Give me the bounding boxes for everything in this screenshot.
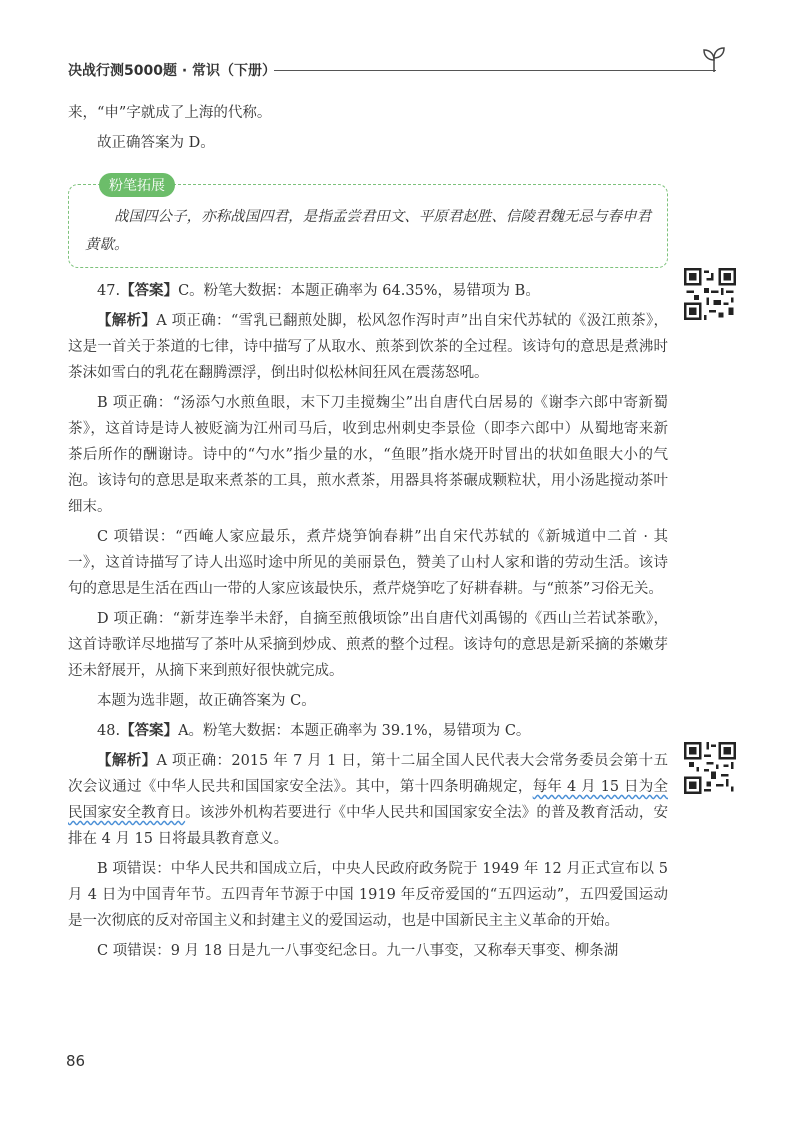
qr-code-icon[interactable] (684, 268, 736, 320)
extension-tag: 粉笔拓展 (99, 173, 175, 197)
q48-analysis-label: 【解析】 (97, 752, 157, 769)
q48-option-b: B 项错误：中华人民共和国成立后，中央人民政府政务院于 1949 年 12 月正式宣布以 5 月 4 日为中国青年节。五四青年节源于中国 1919 年反帝爱国的“五四运动”，五四爱国运动是一次彻底的反对帝国主义和封建主义的爱国运动，也是中国新民主主义革命的开始。 (68, 861, 668, 929)
qr-code-icon[interactable] (684, 742, 736, 794)
q47-analysis-a (68, 308, 668, 386)
q48-answer-label: 【答案】 (120, 722, 179, 739)
page-number: 86 (66, 1052, 86, 1070)
q47-answer-line (68, 278, 668, 304)
q47-analysis-label: 【解析】 (97, 312, 157, 329)
leaf-icon (700, 46, 728, 74)
page-content (68, 100, 668, 964)
qr-code-graphic (684, 742, 736, 794)
header-rule (274, 70, 716, 71)
q48-option-a-pre: A 项正确：2015 年 7 月 1 日，第十二届全国人民代表大会常务委员会第十五次会议通过《中华人民共和国国家安全法》。其中，第十四条明确规定， (68, 753, 668, 795)
q48-analysis-a (68, 748, 668, 852)
q47-answer-text: C。粉笔大数据：本题正确率为 64.35%，易错项为 B。 (178, 283, 540, 299)
extension-box (68, 178, 668, 268)
q48-option-c: C 项错误：9 月 18 日是九一八事变纪念日。九一八事变，又称奉天事变、柳条湖 (97, 943, 619, 959)
q47-conclusion: 本题为选非题，故正确答案为 C。 (97, 693, 316, 709)
intro-line-1: 来，“申”字就成了上海的代称。 (68, 105, 272, 121)
q48-highlight: 每年 4 月 15 日为全民国家安全教育日 (68, 779, 668, 821)
extension-text: 战国四公子，亦称战国四君，是指孟尝君田文、平原君赵胜、信陵君魏无忌与春申君黄歇。 (85, 209, 651, 253)
q47-option-d: D 项正确：“新芽连拳半未舒，自摘至煎俄顷馀”出自唐代刘禹锡的《西山兰若试茶歌》，这首诗歌详尽地描写了茶叶从采摘到炒成、煎煮的整个过程。该诗句的意思是新采摘的茶嫩芽还未舒展开，从摘下来到煎好很快就完成。 (68, 611, 668, 679)
q47-number: 47. (97, 283, 121, 299)
q48-answer-text: A。粉笔大数据：本题正确率为 39.1%，易错项为 C。 (178, 723, 531, 739)
intro-line-2: 故正确答案为 D。 (97, 135, 215, 151)
q48-number: 48. (97, 723, 121, 739)
q47-option-a: A 项正确：“雪乳已翻煎处脚，松风忽作泻时声”出自宋代苏轼的《汲江煎茶》，这是一首关于茶道的七律，诗中描写了从取水、煎茶到饮茶的全过程。该诗句的意思是煮沸时茶沫如雪白的乳花在翻腾漂浮，倒出时似松林间狂风在震荡怒吼。 (68, 313, 669, 381)
qr-code-graphic (684, 268, 736, 320)
q47-option-b: B 项正确：“汤添勺水煎鱼眼，末下刀圭搅麹尘”出自唐代白居易的《谢李六郎中寄新蜀茶》，这首诗是诗人被贬滴为江州司马后，收到忠州刺史李景俭（即李六郎中）从蜀地寄来新茶后所作的酬谢诗。诗中的“勺水”指少量的水，“鱼眼”指水烧开时冒出的状如鱼眼大小的气泡。该诗句的意思是取来煮茶的工具，煎水煮茶，用器具将茶碾成颗粒状，用小汤匙搅动茶叶细末。 (68, 395, 668, 515)
q48-answer-line (68, 718, 668, 744)
q47-answer-label: 【答案】 (120, 282, 179, 299)
page-header (68, 60, 728, 84)
book-title: 决战行测5000题 · 常识（下册） (68, 63, 277, 79)
q47-option-c: C 项错误：“西崦人家应最乐，煮芹烧笋饷春耕”出自宋代苏轼的《新城道中二首 · 其一》，这首诗描写了诗人出巡时途中所见的美丽景色，赞美了山村人家和谐的劳动生活。该诗句的意思是生活在西山一带的人家应该最快乐，煮芹烧笋吃了好耕春耕。与“煎茶”习俗无关。 (68, 529, 668, 597)
q48-option-a-post: 。该涉外机构若要进行《中华人民共和国国家安全法》的普及教育活动，安排在 4 月 15 日将最具教育意义。 (68, 805, 669, 847)
